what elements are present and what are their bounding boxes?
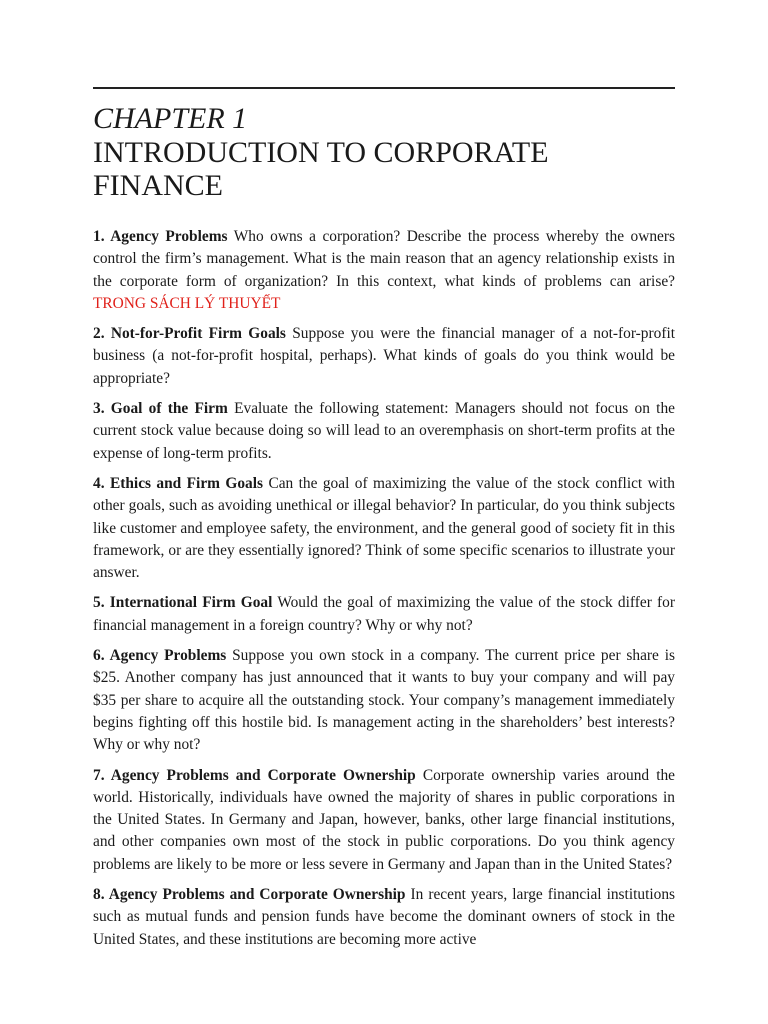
question-6-body: Suppose you own stock in a company. The current price per share is $25. Another company has just announced that it wants to buy your company and will pay $35 per share to acquire all the outstanding stock. Your company’s management immediately begins fighting off this hostile bid. Is management acting in the shareholders’ best interests? Why or why not? [93,647,676,754]
question-3-body: Evaluate the following statement: Managers should not focus on the current stock value because doing so will lead to an overemphasis on short-term profits at the expense of long-term profits. [93,400,675,462]
chapter-label: CHAPTER 1 [93,102,248,135]
question-3-title: Goal of the Firm [110,400,228,418]
question-3-number: 3. [93,400,105,418]
question-7-body: Corporate ownership varies around the world. Historically, individuals have owned the majority of shares in public corporations in the United States. In Germany and Japan, however, banks, other large financial institutions, and other companies own most of the stock in public corporations. Do you think agency problems are likely to be more or less severe in Germany and Japan than in the United States? [93,766,675,873]
question-8-body: In recent years, large financial institutions such as mutual funds and pension funds have become the dominant owners of stock in the United States, and these institutions are becoming more active [93,886,675,948]
question-4-number: 4. [93,474,105,492]
top-rule-divider [93,87,675,89]
question-2-number: 2. [93,325,105,343]
question-7-title: Agency Problems and Corporate Ownership [110,766,416,784]
question-4 [93,473,675,584]
question-4-title: Ethics and Firm Goals [109,474,264,492]
question-8-title: Agency Problems and Corporate Ownership [108,886,406,904]
question-6-title: Agency Problems [109,647,227,665]
question-7-heading [93,767,416,784]
question-8 [93,884,675,951]
question-2 [93,323,675,390]
question-5 [93,592,675,637]
question-1-number: 1. [93,228,105,245]
question-6-number: 6. [93,647,105,665]
question-1-heading [93,228,228,245]
question-4-body: Can the goal of maximizing the value of the stock conflict with other goals, such as avoiding unethical or illegal behavior? In particular, do you think subjects like customer and employee safety, the environment, and the general good of society fit in this framework, or are they essentially ignored? Think of some specific scenarios to illustrate your answer. [93,474,675,582]
chapter-title [93,136,675,202]
question-8-number: 8. [93,886,105,904]
question-1-note: TRONG SÁCH LÝ THUYẾT [93,294,281,312]
question-3 [93,398,675,465]
chapter-title-line-2: FINANCE [93,169,224,202]
question-2-body: Suppose you were the financial manager of a not-for-profit business (a not-for-profit hospital, perhaps). What kinds of goals do you think would be appropriate? [93,325,675,387]
question-1-body: Who owns a corporation? Describe the process whereby the owners control the firm’s management. What is the main reason that an agency relationship exists in the corporate form of organization? In this context, what kinds of problems can arise? [93,228,676,290]
question-6 [93,645,675,756]
question-7 [93,765,675,876]
question-7-number: 7. [93,766,105,784]
question-2-heading [93,325,286,342]
question-list [93,226,675,959]
question-1-title: Agency Problems [110,228,228,245]
chapter-title-line-1: INTRODUCTION TO CORPORATE [93,136,549,169]
question-5-heading [93,594,272,611]
question-3-heading [93,400,228,417]
question-8-heading [93,886,405,903]
question-2-title: Not-for-Profit Firm Goals [110,325,286,343]
question-5-number: 5. [93,594,105,612]
question-6-heading [93,647,226,664]
question-1 [93,226,675,315]
question-4-heading [93,475,263,492]
question-5-body: Would the goal of maximizing the value of the stock differ for financial management in a foreign country? Why or why not? [93,594,675,634]
question-5-title: International Firm Goal [109,594,273,612]
